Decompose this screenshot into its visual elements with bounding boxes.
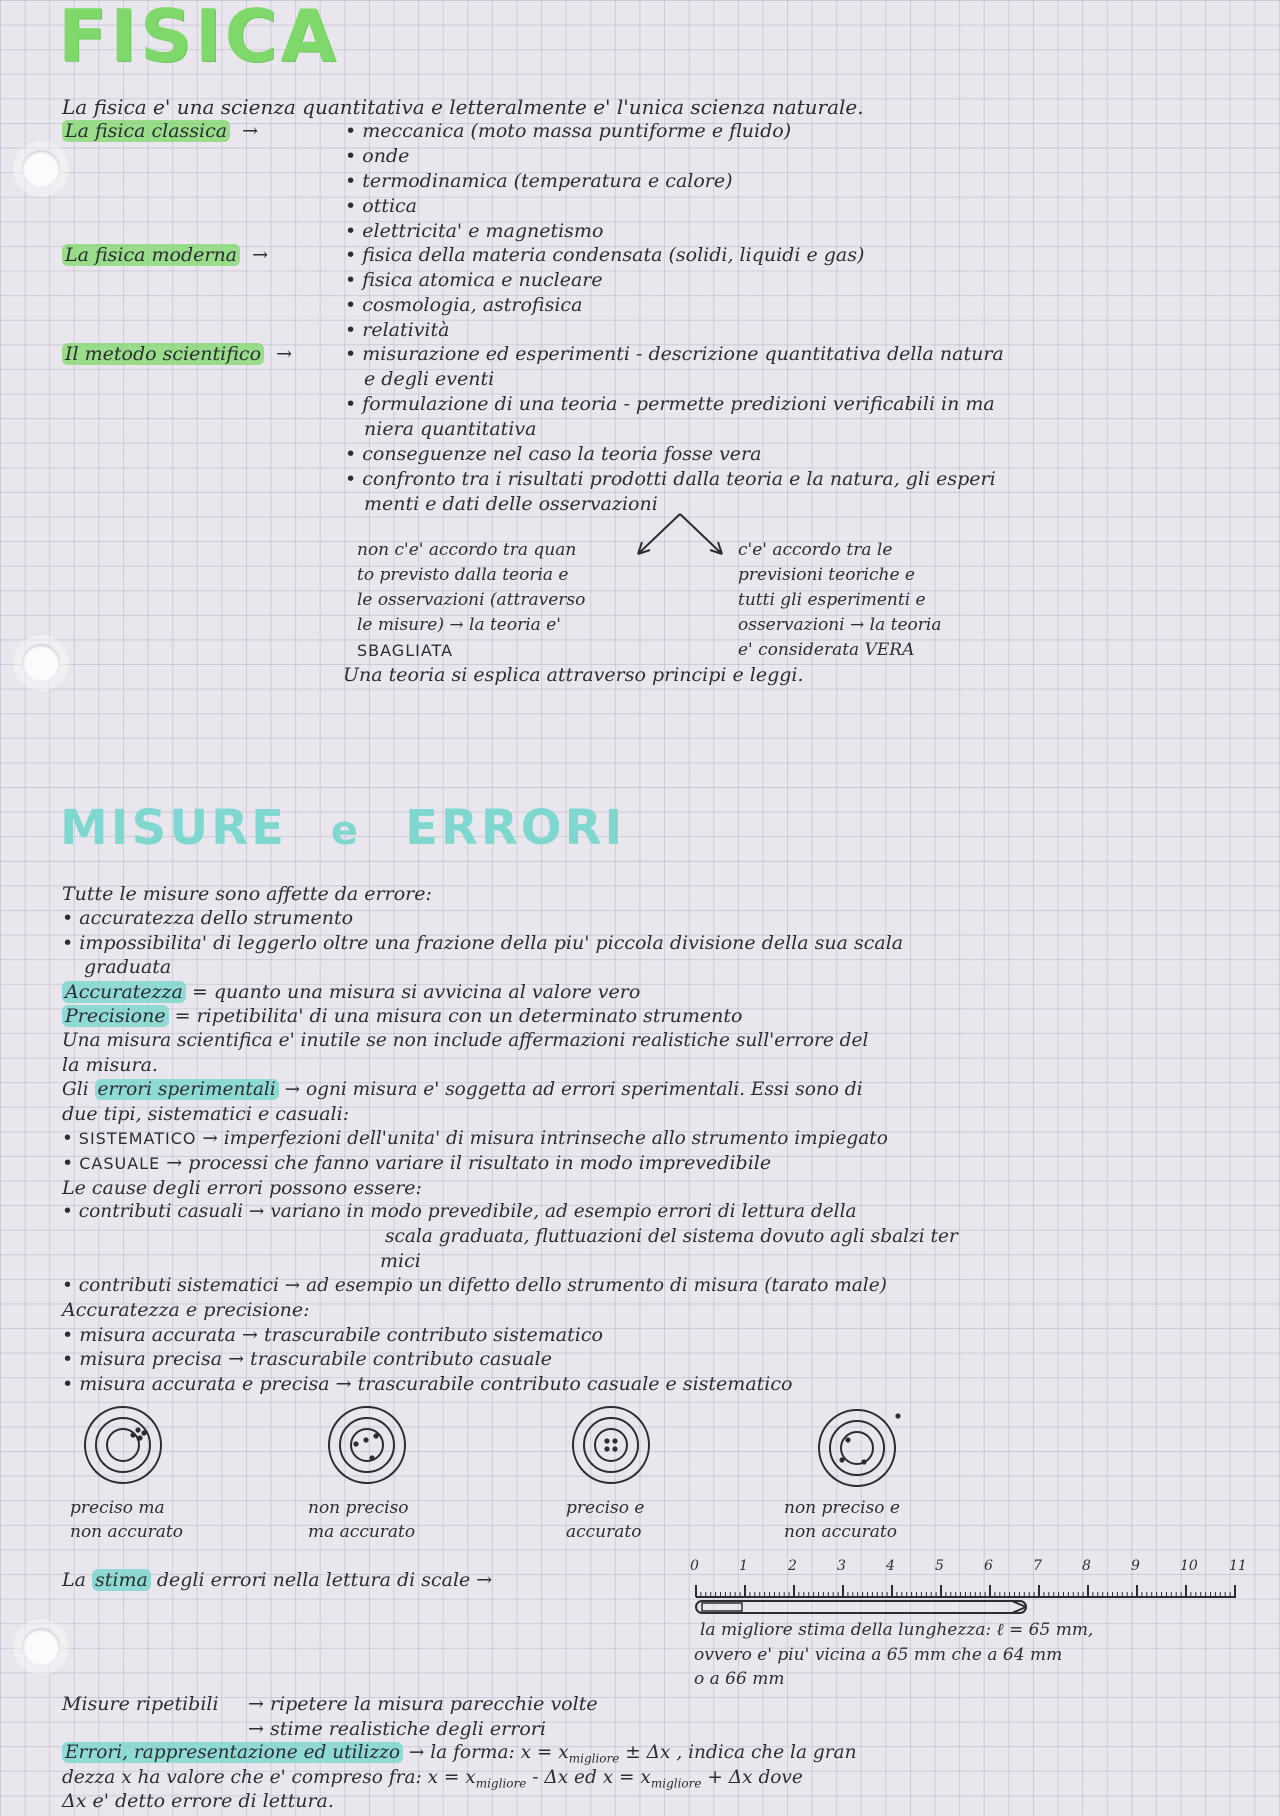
target-caption-line: preciso ma — [70, 1498, 165, 1518]
stima-pre: La — [62, 1569, 86, 1591]
target-caption-line: preciso e — [566, 1498, 645, 1518]
branch-left-3: le osservazioni (attraverso — [357, 590, 586, 610]
moderna-item-text: fisica atomica e nucleare — [362, 269, 603, 291]
metodo-label — [62, 343, 292, 365]
branch-left-2: to previsto dalla teoria e — [357, 565, 569, 585]
sistematico-line: • SISTEMATICO → imperfezioni dell'unita' di misura intrinseche allo strumento impiegato — [62, 1128, 888, 1149]
branch-right-2: previsioni teoriche e — [738, 565, 915, 585]
precisione-text: = ripetibilita' di una misura con un determinato strumento — [174, 1005, 743, 1027]
arrow-icon: → — [246, 244, 269, 266]
rappresentazione-text-end: ± Δx , indica che la gran — [625, 1742, 857, 1763]
casuale-text: → processi che fanno variare il risultato in modo imprevedibile — [166, 1152, 772, 1174]
ruler-tick-label: 1 — [739, 1558, 748, 1574]
branch-left-5: SBAGLIATA — [357, 641, 454, 660]
classica-item-text: elettricita' e magnetismo — [362, 220, 604, 242]
contributi-casuali-1: • contributi casuali → variano in modo prevedibile, ad esempio errori di lettura della — [62, 1201, 857, 1222]
classica-item-4: • ottica — [345, 195, 418, 217]
ruler-tick-label: 7 — [1033, 1558, 1042, 1574]
metodo-line-2: e degli eventi — [364, 368, 495, 390]
ruler-tick-label: 5 — [935, 1558, 944, 1574]
errori-bullet-text: accuratezza dello strumento — [79, 907, 354, 929]
errori-sperimentali-line — [62, 1079, 863, 1100]
errori-sperimentali-text: → ogni misura e' soggetta ad errori sperimentali. Essi sono di — [284, 1079, 863, 1100]
classica-item-text: ottica — [362, 195, 418, 217]
errori-bullet-1: • accuratezza dello strumento — [62, 907, 354, 929]
misura-scientifica-1: Una misura scientifica e' inutile se non include affermazioni realistiche sull'errore del — [62, 1030, 869, 1051]
sistematico-text: → imperfezioni dell'unita' di misura intrinseche allo strumento impiegato — [202, 1128, 888, 1149]
casuale-label: CASUALE — [79, 1154, 161, 1173]
stima-result-3: o a 66 mm — [694, 1669, 785, 1689]
target-caption-4 — [784, 1496, 900, 1544]
page-title-fisica: FISICA — [58, 0, 340, 78]
metodo-line-text: conseguenze nel caso la teoria fosse vera — [362, 443, 762, 465]
rappresentazione-text-end: + Δx dove — [707, 1767, 803, 1788]
binder-hole-middle — [22, 644, 60, 682]
contributi-casuali-2: scala graduata, fluttuazioni del sistema dovuto agli sbalzi ter — [385, 1226, 958, 1247]
title-misure: MISURE — [60, 800, 287, 856]
errori-bullet-2: • impossibilita' di leggerlo oltre una frazione della piu' piccola divisione della sua scala — [62, 932, 904, 954]
target-caption-3 — [566, 1496, 644, 1544]
classica-item-text: onde — [362, 145, 410, 167]
target-non-preciso-non-accurato-icon — [812, 1400, 922, 1490]
stima-term: stima — [92, 1569, 151, 1591]
metodo-line-text: formulazione di una teoria - permette predizioni verificabili in ma — [362, 393, 995, 415]
accuratezza-text: = quanto una misura si avvicina al valore vero — [191, 981, 641, 1003]
stima-result-2: ovvero e' piu' vicina a 65 mm che a 64 mm — [694, 1645, 1063, 1665]
ap-line-2: • misura precisa → trascurabile contributo casuale — [62, 1348, 552, 1370]
precisione-def — [62, 1005, 742, 1027]
misura-scientifica-2: la misura. — [62, 1054, 158, 1076]
rappresentazione-line-2 — [62, 1767, 803, 1791]
target-preciso-non-accurato-icon — [78, 1400, 168, 1490]
target-caption-line: non accurato — [784, 1522, 897, 1542]
precisione-term: Precisione — [62, 1005, 169, 1027]
target-caption-2 — [308, 1496, 415, 1544]
moderna-item-text: fisica della materia condensata (solidi, liquidi e gas) — [362, 244, 865, 266]
accuratezza-def — [62, 981, 640, 1003]
moderna-item-1: • fisica della materia condensata (solidi, liquidi e gas) — [345, 244, 865, 266]
arrow-icon: → — [236, 120, 259, 142]
branch-right-5: e' considerata VERA — [738, 640, 915, 660]
section-title-misure-errori — [60, 800, 625, 856]
rappresentazione-text: → la forma: x = x — [408, 1742, 569, 1763]
target-caption-line: non preciso e — [784, 1498, 900, 1518]
metodo-line-5: • conseguenze nel caso la teoria fosse vera — [345, 443, 762, 465]
ruler-tick-label: 3 — [837, 1558, 846, 1574]
branch-right-4: osservazioni → la teoria — [738, 615, 942, 635]
due-tipi-line: due tipi, sistematici e casuali: — [62, 1103, 350, 1125]
moderna-item-2: • fisica atomica e nucleare — [345, 269, 603, 291]
metodo-line-text: confronto tra i risultati prodotti dalla teoria e la natura, gli esperi — [362, 468, 996, 490]
ruler-tick-label: 6 — [984, 1558, 993, 1574]
metodo-line-4: niera quantitativa — [364, 418, 537, 440]
metodo-line-1: • misurazione ed esperimenti - descrizione quantitativa della natura — [345, 343, 1004, 365]
ap-line-1: • misura accurata → trascurabile contributo sistematico — [62, 1324, 603, 1346]
target-caption-1 — [70, 1496, 183, 1544]
metodo-line-6: • confronto tra i risultati prodotti dalla teoria e la natura, gli esperi — [345, 468, 996, 490]
contributi-sistematici: • contributi sistematici → ad esempio un difetto dello strumento di misura (tarato male) — [62, 1275, 887, 1296]
metodo-line-3: • formulazione di una teoria - permette predizioni verificabili in ma — [345, 393, 995, 415]
intro-line: La fisica e' una scienza quantitativa e letteralmente e' l'unica scienza naturale. — [62, 95, 864, 119]
ruler-tick-label: 8 — [1082, 1558, 1091, 1574]
moderna-label — [62, 244, 268, 266]
moderna-item-text: cosmologia, astrofisica — [362, 294, 583, 316]
target-caption-line: non accurato — [70, 1522, 183, 1542]
ripetibili-a: → ripetere la misura parecchie volte — [248, 1693, 598, 1715]
contributi-casuali-3: mici — [380, 1250, 421, 1272]
moderna-item-text: relatività — [362, 319, 450, 341]
ap-line-3: • misura accurata e precisa → trascurabile contributo casuale e sistematico — [62, 1373, 793, 1395]
ruler-tick-label: 4 — [886, 1558, 895, 1574]
moderna-item-4: • relatività — [345, 319, 450, 341]
rappresentazione-term: Errori, rappresentazione ed utilizzo — [62, 1742, 403, 1763]
teoria-line: Una teoria si esplica attraverso principi e leggi. — [343, 664, 804, 686]
branch-right-1: c'e' accordo tra le — [738, 540, 893, 560]
target-caption-line: accurato — [566, 1522, 642, 1542]
target-caption-line: ma accurato — [308, 1522, 416, 1542]
target-preciso-accurato-icon — [566, 1400, 656, 1490]
arrow-icon: → — [270, 343, 293, 365]
branch-right-3: tutti gli esperimenti e — [738, 590, 926, 610]
classica-item-5: • elettricita' e magnetismo — [345, 220, 604, 242]
title-errori: ERRORI — [405, 800, 626, 856]
moderna-item-3: • cosmologia, astrofisica — [345, 294, 583, 316]
casuale-line: • CASUALE → processi che fanno variare il risultato in modo imprevedibile — [62, 1152, 772, 1174]
classica-item-2: • onde — [345, 145, 410, 167]
classica-item-text: termodinamica (temperatura e calore) — [362, 170, 733, 192]
accuratezza-term: Accuratezza — [62, 981, 186, 1003]
binder-hole-bottom — [22, 1628, 60, 1666]
ruler-tick-label: 11 — [1229, 1558, 1247, 1574]
classica-item-3: • termodinamica (temperatura e calore) — [345, 170, 733, 192]
classica-label-text: La fisica classica — [62, 120, 230, 142]
stima-post: degli errori nella lettura di scale → — [156, 1569, 493, 1591]
accuratezza-precisione-head: Accuratezza e precisione: — [62, 1299, 310, 1321]
sistematico-label: SISTEMATICO — [78, 1129, 197, 1148]
errori-line-1: Tutte le misure sono affette da errore: — [62, 883, 432, 905]
metodo-label-text: Il metodo scientifico — [62, 343, 264, 365]
subscript-migliore: migliore — [475, 1776, 527, 1791]
rappresentazione-text-mid: - Δx ed x = x — [532, 1767, 651, 1788]
metodo-line-text: misurazione ed esperimenti - descrizione quantitativa della natura — [362, 343, 1004, 365]
branch-left-4: le misure) → la teoria e' — [357, 615, 561, 635]
rappresentazione-line-3: Δx e' detto errore di lettura. — [62, 1790, 334, 1812]
errori-bullet-2-cont: graduata — [84, 956, 172, 978]
ripetibili-b: → stime realistiche degli errori — [248, 1718, 546, 1740]
ruler-tick-label: 10 — [1180, 1558, 1198, 1574]
gli-text: Gli — [62, 1079, 89, 1100]
rappresentazione-line-1 — [62, 1742, 857, 1766]
subscript-migliore: migliore — [650, 1776, 702, 1791]
moderna-label-text: La fisica moderna — [62, 244, 240, 266]
ruler-tick-labels — [682, 1558, 1247, 1578]
classica-item-text: meccanica (moto massa puntiforme e fluido) — [362, 120, 792, 142]
rappresentazione-text: dezza x ha valore che e' compreso fra: x = x — [62, 1767, 476, 1788]
ruler-tick-label: 9 — [1131, 1558, 1140, 1574]
binder-hole-top — [22, 150, 60, 188]
cause-line: Le cause degli errori possono essere: — [62, 1177, 422, 1199]
branch-arrows-icon — [620, 510, 740, 570]
errori-sperimentali-term: errori sperimentali — [95, 1079, 279, 1100]
classica-label — [62, 120, 258, 142]
metodo-line-7: menti e dati delle osservazioni — [364, 493, 658, 515]
target-caption-line: non preciso — [308, 1498, 409, 1518]
ruler-tick-label: 2 — [788, 1558, 797, 1574]
target-non-preciso-accurato-icon — [322, 1400, 412, 1490]
title-e: e — [330, 808, 362, 854]
errori-bullet-text: impossibilita' di leggerlo oltre una frazione della piu' piccola divisione della sua scala — [79, 932, 904, 954]
classica-item-1: • meccanica (moto massa puntiforme e fluido) — [345, 120, 792, 142]
ruler-tick-label: 0 — [690, 1558, 699, 1574]
stima-result-1: la migliore stima della lunghezza: ℓ = 65 mm, — [700, 1620, 1094, 1640]
subscript-migliore: migliore — [568, 1751, 620, 1766]
ripetibili-label: Misure ripetibili — [62, 1693, 219, 1715]
branch-left-1: non c'e' accordo tra quan — [357, 540, 577, 560]
stima-line — [62, 1569, 492, 1591]
